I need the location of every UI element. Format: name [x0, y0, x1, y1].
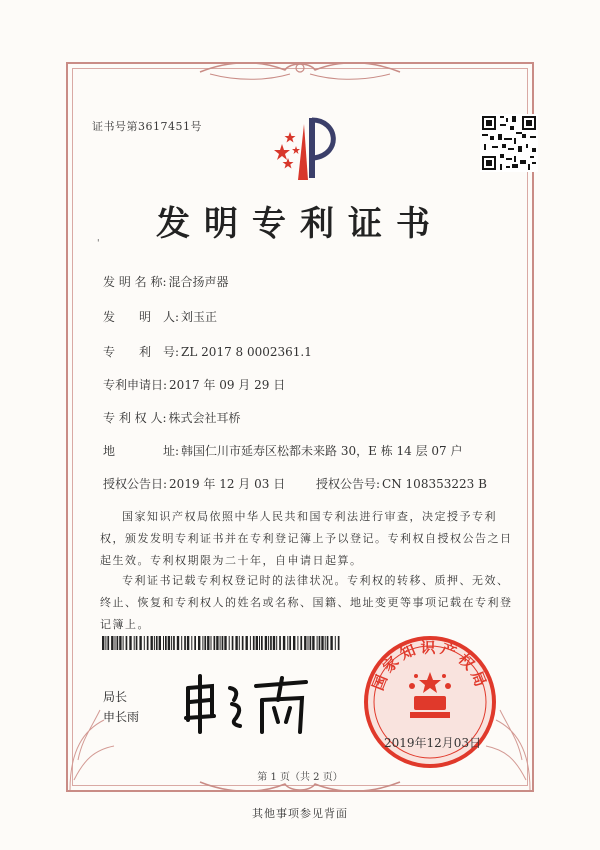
page-indicator: 第 1 页（共 2 页）	[257, 772, 343, 783]
legal-status-paragraph: 专利证书记载专利权登记时的法律状况。专利权的转移、质押、无效、终止、恢复和专利权人的姓名或名称、国籍、地址变更等事项记载在专利登记簿上。	[100, 574, 513, 631]
seal-date: 2019年12月03日	[384, 736, 482, 750]
field-patent-number	[103, 343, 312, 360]
signatory-role: 局长	[103, 690, 128, 704]
top-ornament	[190, 58, 410, 86]
field-patentee	[103, 409, 241, 426]
field-value: 2019 年 12 月 03 日	[169, 477, 286, 491]
tick-mark: '	[97, 239, 100, 249]
field-value: 2017 年 09 月 29 日	[169, 378, 286, 392]
field-label: 专利申请日:	[103, 378, 168, 392]
field-label: 专 利 权 人:	[103, 411, 167, 425]
field-label: 授权公告号:	[316, 477, 381, 491]
field-application-date	[103, 376, 285, 393]
grant-statement-paragraph: 国家知识产权局依照中华人民共和国专利法进行审查，决定授予专利权，颁发发明专利证书并在专利登记簿上予以登记。专利权自授权公告之日起生效。专利权期限为二十年，自申请日起算。	[100, 510, 513, 567]
field-label: 发 明 名 称:	[103, 275, 167, 289]
handwritten-signature	[178, 670, 318, 740]
field-label: 专 利 号:	[103, 345, 180, 359]
barcode	[102, 636, 342, 650]
field-value: 韩国仁川市延寿区松都未来路 30，E 栋 14 层 07 户	[181, 444, 463, 458]
field-value: 混合扬声器	[168, 275, 229, 289]
field-grant-date	[103, 475, 285, 492]
field-label: 地 址:	[103, 444, 180, 458]
field-value: CN 108353223 B	[382, 477, 487, 491]
field-value: 株式会社耳桥	[168, 411, 241, 425]
certificate-title: 发明专利证书	[156, 204, 444, 244]
cnipa-emblem-icon	[268, 108, 348, 188]
field-label: 授权公告日:	[103, 477, 168, 491]
field-value: 刘玉正	[181, 310, 218, 324]
field-value: ZL 2017 8 0002361.1	[181, 345, 312, 359]
field-label: 发 明 人:	[103, 310, 180, 324]
svg-text:国家知识产权局: 国家知识产权局	[368, 638, 492, 693]
field-inventor	[103, 308, 217, 325]
field-address	[103, 442, 463, 459]
signatory-name: 申长雨	[103, 710, 140, 724]
field-grant-number	[316, 475, 487, 492]
official-seal	[360, 632, 500, 772]
certificate-number: 证书号第3617451号	[92, 120, 202, 133]
footer-note: 其他事项参见背面	[252, 807, 348, 820]
qr-code	[480, 114, 538, 172]
field-invention-name	[103, 273, 229, 290]
